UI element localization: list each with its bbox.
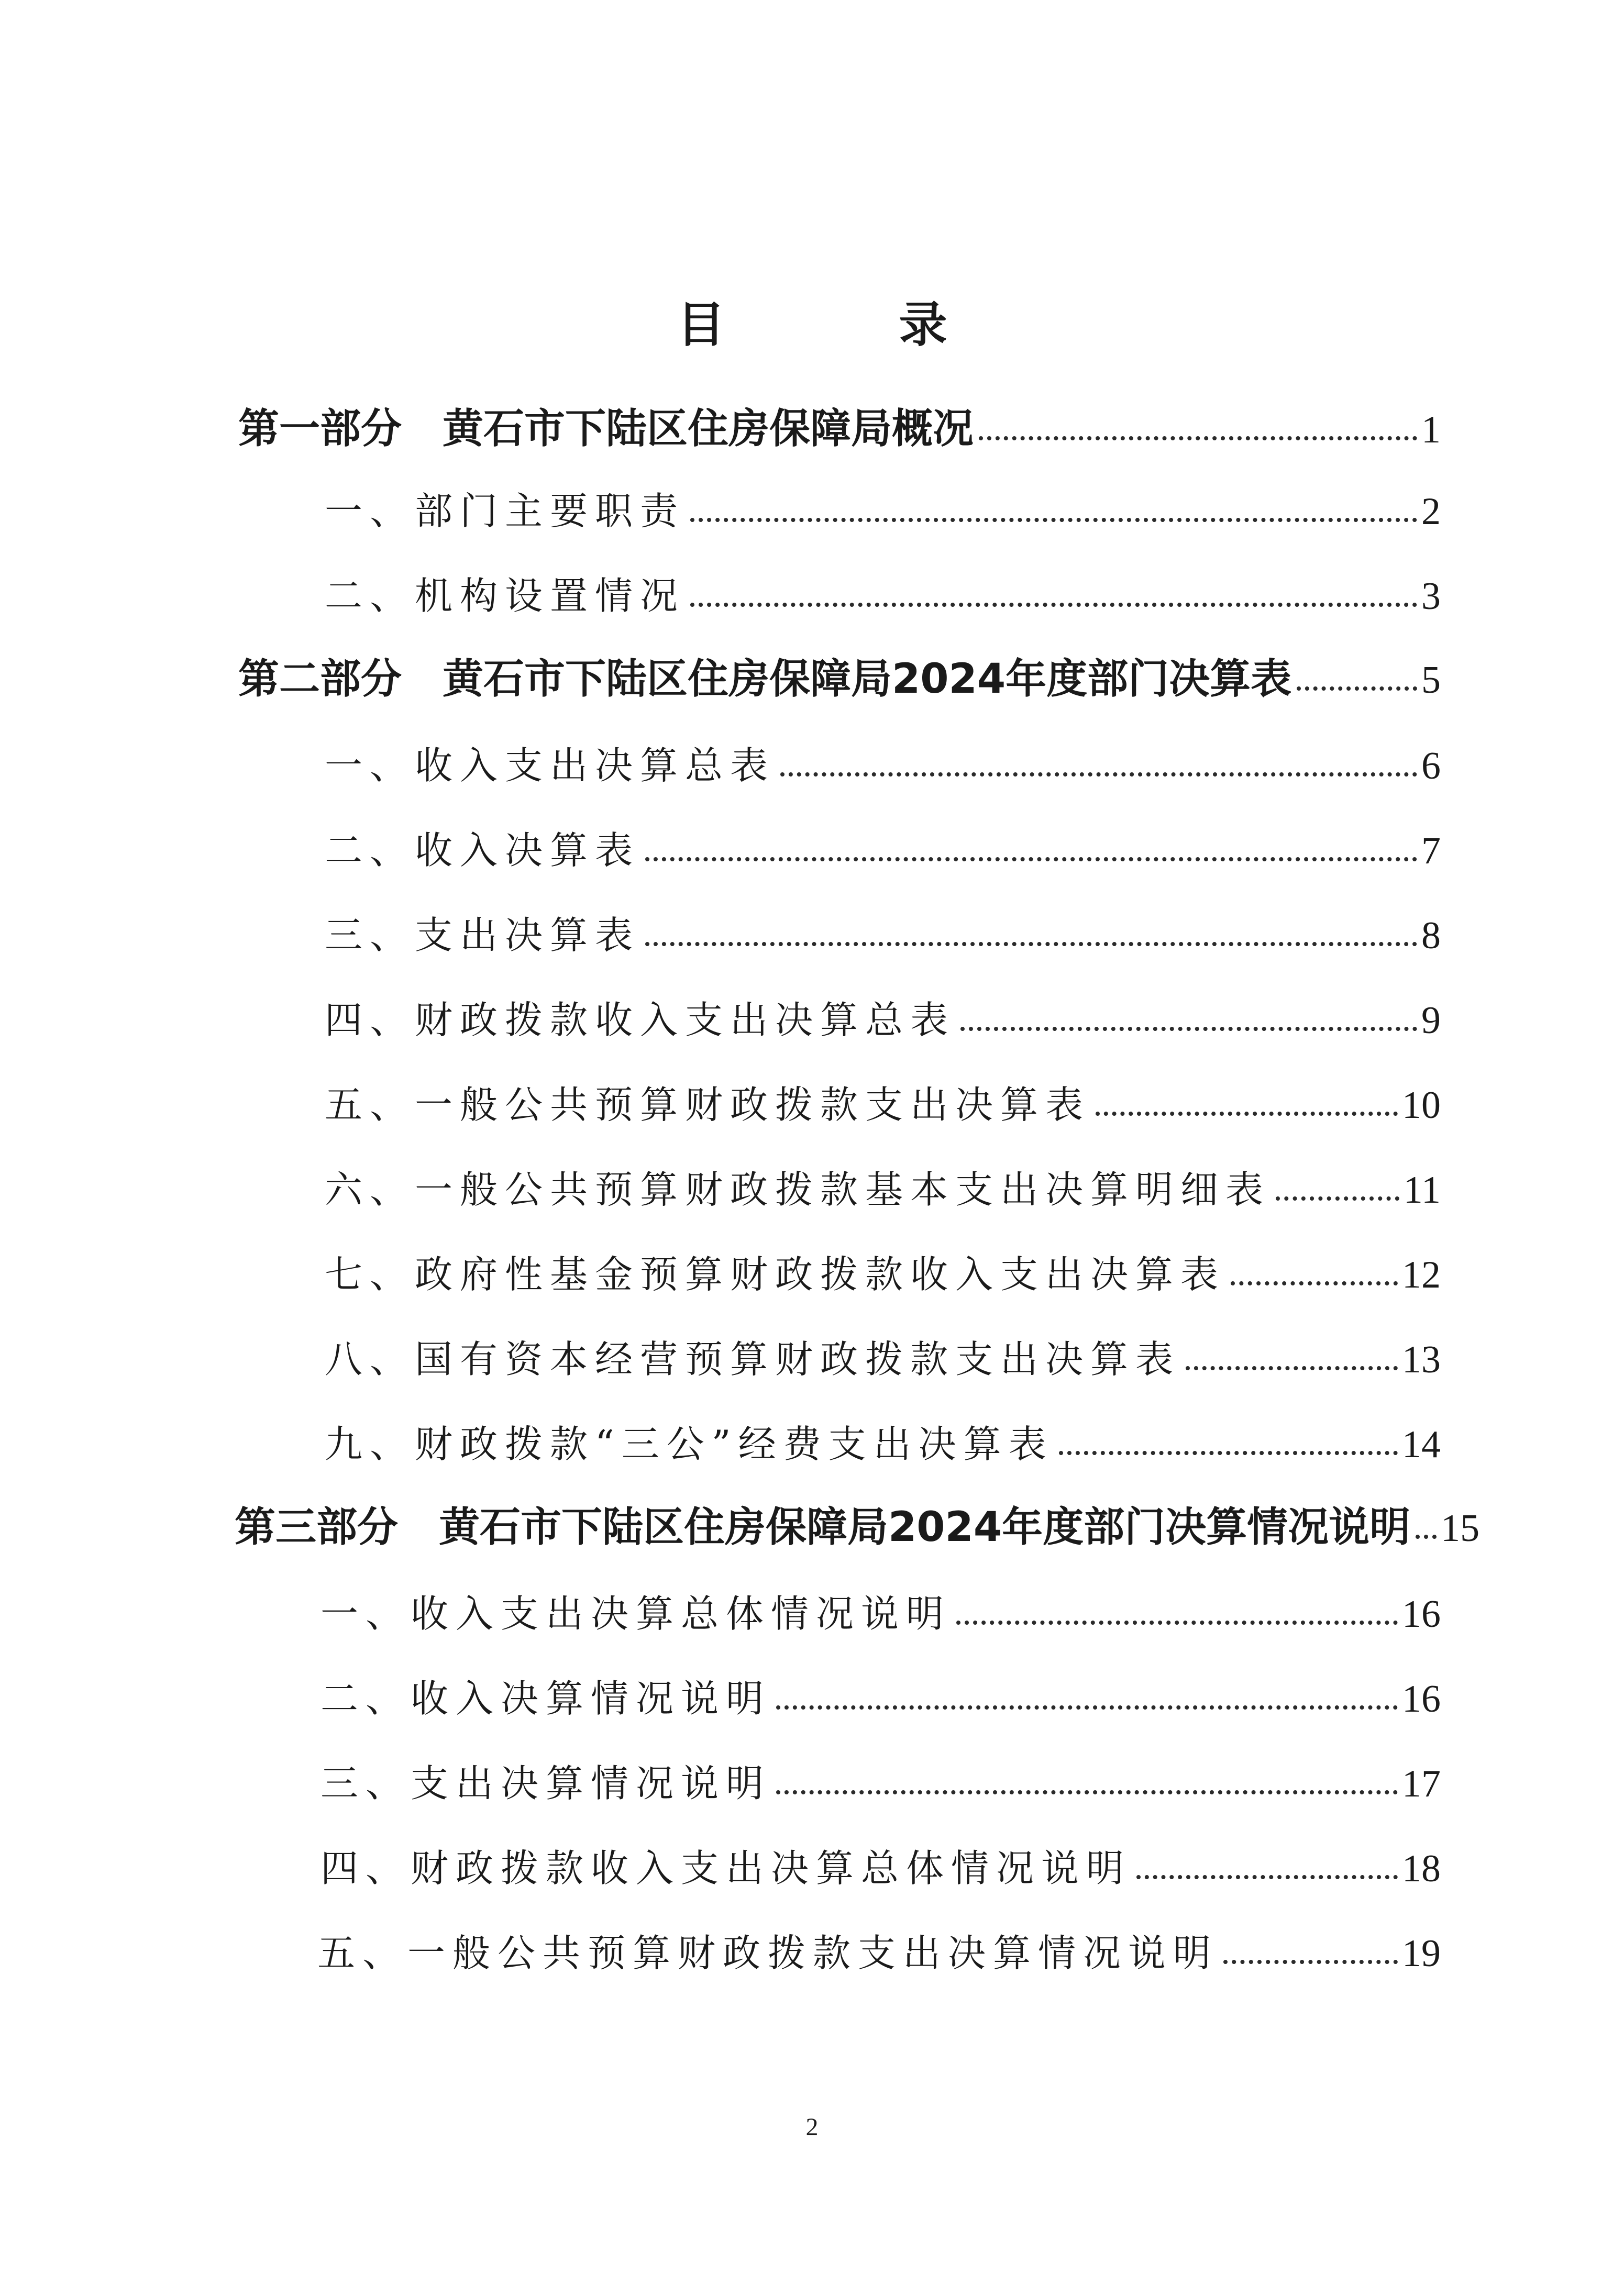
dot-leader <box>645 942 1417 946</box>
toc-entry-label: 一、收入支出决算总体情况说明 <box>321 1592 952 1636</box>
dot-leader <box>1297 686 1417 691</box>
toc-entry-label: 九、财政拨款“三公”经费支出决算表 <box>325 1422 1054 1466</box>
toc-entry-part-1[interactable] <box>238 405 1441 452</box>
toc-entry-label: 第三部分 黄石市下陆区住房保障局2024年度部门决算情况说明 <box>235 1504 1411 1551</box>
toc-entry-section[interactable] <box>321 1592 1441 1636</box>
dot-leader <box>960 1027 1417 1031</box>
toc-entry-page: 1 <box>1421 408 1441 451</box>
toc-entry-section[interactable] <box>325 828 1441 872</box>
dot-leader <box>1136 1875 1398 1879</box>
toc-entry-section[interactable] <box>325 1168 1441 1212</box>
dot-leader <box>956 1621 1398 1625</box>
toc-entry-label: 二、机构设置情况 <box>325 574 686 618</box>
dot-leader <box>1231 1281 1398 1285</box>
dot-leader <box>1223 1960 1398 1964</box>
toc-entry-label: 四、财政拨款收入支出决算总表 <box>325 998 956 1042</box>
toc-entry-label: 五、一般公共预算财政拨款支出决算表 <box>325 1083 1091 1127</box>
toc-entry-page: 13 <box>1402 1338 1441 1381</box>
dot-leader <box>690 518 1417 522</box>
toc-entry-section[interactable] <box>325 1337 1441 1381</box>
dot-leader <box>780 772 1417 777</box>
toc-entry-section[interactable] <box>317 1931 1441 1975</box>
toc-entry-label: 七、政府性基金预算财政拨款收入支出决算表 <box>325 1252 1226 1296</box>
page-number: 2 <box>805 2113 819 2141</box>
dot-leader <box>690 603 1417 607</box>
toc-entry-page: 6 <box>1421 745 1441 787</box>
toc-entry-label: 二、收入决算表 <box>325 828 640 872</box>
toc-entry-label: 第一部分 黄石市下陆区住房保障局概况 <box>238 405 974 452</box>
toc-entry-label: 三、支出决算表 <box>325 913 640 957</box>
toc-entry-label: 三、支出决算情况说明 <box>321 1761 771 1805</box>
dot-leader <box>1416 1535 1437 1539</box>
toc-entry-section[interactable] <box>325 744 1441 787</box>
dot-leader <box>1276 1196 1399 1201</box>
toc-entry-page: 10 <box>1402 1084 1441 1127</box>
dot-leader <box>1186 1366 1398 1370</box>
toc-entry-label: 一、部门主要职责 <box>325 489 686 533</box>
toc-entry-page: 14 <box>1402 1423 1441 1466</box>
toc-entry-section[interactable] <box>325 489 1441 533</box>
toc-entry-section[interactable] <box>321 1677 1441 1721</box>
toc-entry-label: 八、国有资本经营预算财政拨款支出决算表 <box>325 1337 1181 1381</box>
toc-entry-page: 19 <box>1402 1932 1441 1975</box>
dot-leader <box>1059 1451 1398 1455</box>
toc-entry-section[interactable] <box>325 1083 1441 1127</box>
toc-entry-part-2[interactable] <box>238 656 1441 703</box>
toc-entry-section[interactable] <box>325 1422 1441 1466</box>
toc-entry-page: 7 <box>1421 829 1441 872</box>
dot-leader <box>645 857 1417 861</box>
toc-entry-label: 五、一般公共预算财政拨款支出决算情况说明 <box>317 1931 1219 1975</box>
dot-leader <box>1096 1112 1398 1116</box>
toc-entry-page: 16 <box>1402 1593 1441 1636</box>
toc-entry-page: 16 <box>1402 1678 1441 1721</box>
toc-entry-page: 9 <box>1421 999 1441 1042</box>
toc-entry-page: 18 <box>1402 1847 1441 1890</box>
toc-entry-page: 17 <box>1402 1762 1441 1805</box>
toc-entry-page: 12 <box>1402 1254 1441 1296</box>
toc-entry-page: 3 <box>1421 575 1441 618</box>
dot-leader <box>776 1705 1398 1710</box>
toc-entry-part-3[interactable] <box>235 1504 1480 1551</box>
toc-entry-label: 第二部分 黄石市下陆区住房保障局2024年度部门决算表 <box>238 656 1292 703</box>
toc-entry-section[interactable] <box>325 1252 1441 1296</box>
dot-leader <box>776 1790 1398 1794</box>
toc-entry-section[interactable] <box>325 574 1441 618</box>
dot-leader <box>979 436 1417 440</box>
toc-entry-page: 2 <box>1421 490 1441 533</box>
toc-entry-page: 11 <box>1403 1169 1441 1212</box>
toc-entry-page: 8 <box>1421 914 1441 957</box>
toc-entry-label: 一、收入支出决算总表 <box>325 744 776 787</box>
toc-entry-page: 15 <box>1441 1507 1480 1550</box>
page-title: 目 录 <box>677 297 1026 353</box>
toc-entry-section[interactable] <box>321 1846 1441 1890</box>
toc-entry-section[interactable] <box>325 913 1441 957</box>
toc-entry-section[interactable] <box>321 1761 1441 1805</box>
toc-entry-label: 二、收入决算情况说明 <box>321 1677 771 1721</box>
toc-entry-page: 5 <box>1421 659 1441 702</box>
toc-entry-section[interactable] <box>325 998 1441 1042</box>
toc-entry-label: 四、财政拨款收入支出决算总体情况说明 <box>321 1846 1132 1890</box>
toc-entry-label: 六、一般公共预算财政拨款基本支出决算明细表 <box>325 1168 1271 1212</box>
